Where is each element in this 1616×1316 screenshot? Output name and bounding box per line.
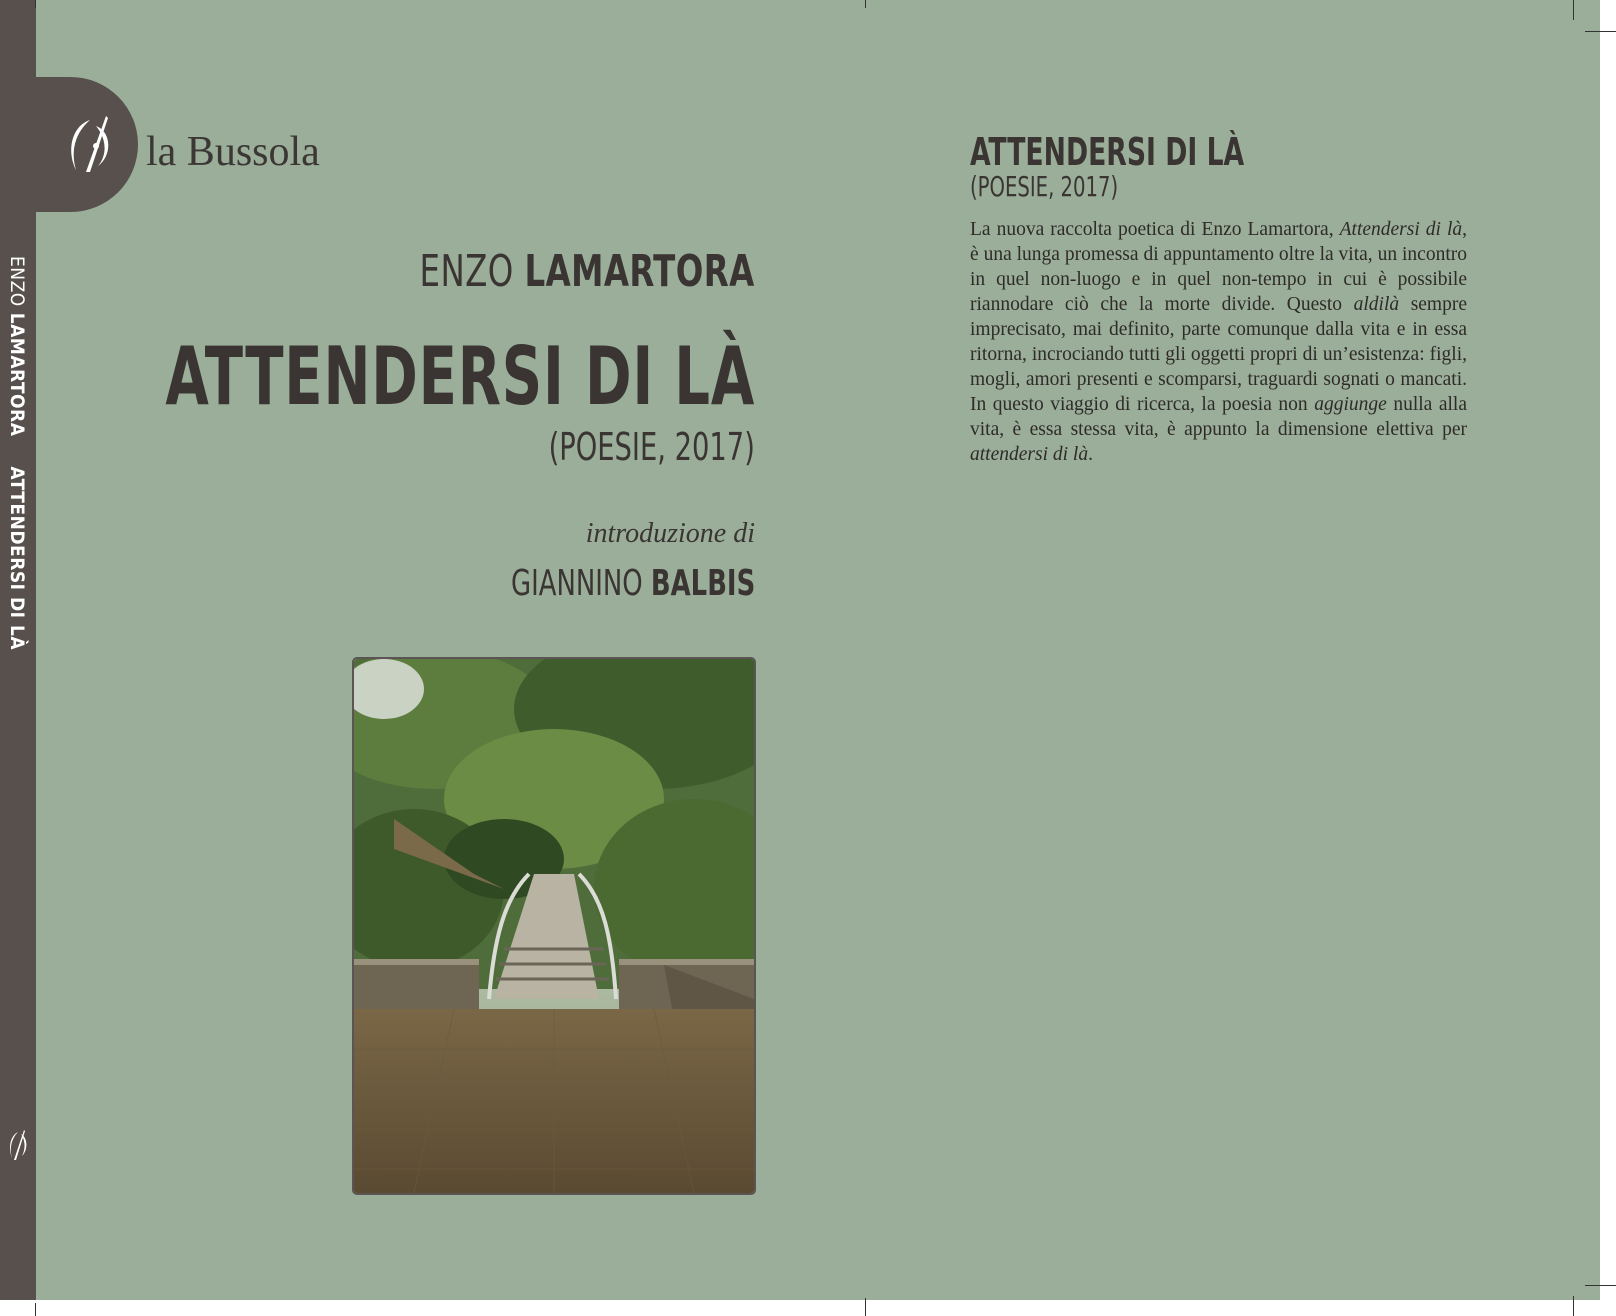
blurb-italic: attendersi di là <box>970 444 1089 465</box>
intro-label: introduzione di <box>585 518 755 549</box>
blurb-italic: aldilà <box>1353 294 1400 315</box>
blurb-text: , è una lunga promessa di appuntamento oltre la vita, un incontro in quel non-luogo e in quel non-tempo in cui è possibile riannodare ciò che la morte divide. Questo <box>970 219 1467 315</box>
publisher-name: la Bussola <box>146 129 320 175</box>
blurb-text: sempre imprecisato, mai definito, parte comunque dalla vita e in essa ritorna, incrociando tutti gli oggetti propri di un’esistenza: figli, mogli, amori presenti e scomparsi, traguardi sognati o mancati. In questo viaggio di ricerca, la poesia non <box>970 294 1467 415</box>
crop-mark <box>865 0 866 8</box>
crop-mark <box>1573 1296 1574 1316</box>
forest-bridge-photo-icon <box>354 659 754 1193</box>
front-title: ATTENDERSI DI LÀ <box>165 330 755 423</box>
front-subtitle: (POESIE, 2017) <box>548 425 755 469</box>
blurb-text: . <box>1088 444 1093 465</box>
crop-mark <box>865 1298 866 1316</box>
intro-name <box>511 563 755 604</box>
front-author-last: LAMARTORA <box>524 246 755 297</box>
compass-logo-icon <box>4 1126 32 1166</box>
blurb-text: La nuova raccolta poetica di Enzo Lamartora, <box>970 219 1340 240</box>
blurb-italic: Attendersi di là <box>1339 219 1463 240</box>
back-subtitle: (POESIE, 2017) <box>970 170 1119 203</box>
intro-first: GIANNINO <box>510 563 643 604</box>
back-title: ATTENDERSI DI LÀ <box>970 130 1245 174</box>
spine-author-first: ENZO <box>6 256 28 307</box>
crop-mark <box>35 0 36 8</box>
spine-title: ATTENDERSI DI LÀ <box>6 466 28 651</box>
crop-mark <box>1585 1285 1616 1286</box>
compass-logo-icon <box>62 110 122 180</box>
crop-mark <box>1585 31 1616 32</box>
front-author-first: ENZO <box>419 246 515 297</box>
spine-author-last: LAMARTORA <box>6 312 28 437</box>
cover-photo <box>352 657 756 1195</box>
back-blurb <box>970 217 1467 467</box>
blurb-text: nulla alla vita, è essa stessa vita, è appunto la dimensione elettiva per <box>970 394 1468 440</box>
crop-mark <box>35 1303 36 1316</box>
intro-last: BALBIS <box>650 563 755 604</box>
spine-text <box>6 256 28 650</box>
front-author <box>420 246 755 297</box>
blurb-italic: aggiunge <box>1314 394 1387 415</box>
spine <box>0 0 36 1300</box>
crop-mark <box>1573 0 1574 20</box>
